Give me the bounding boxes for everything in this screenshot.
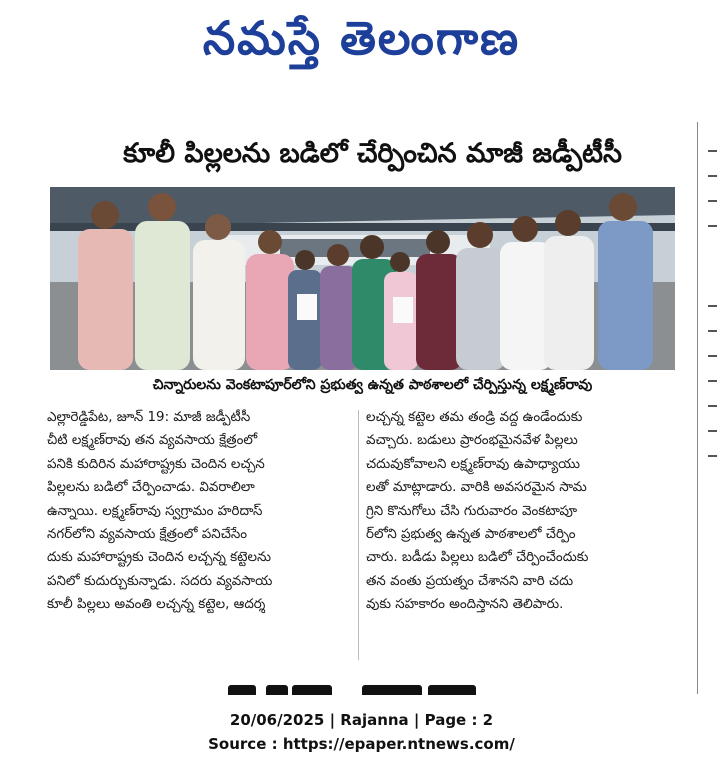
column-rule	[697, 122, 698, 694]
body-line: లతో మాట్లాడారు. వారికి అవసరమైన సామ	[366, 480, 587, 496]
article-body-left-column	[47, 406, 355, 617]
group-photo-illustration	[50, 187, 675, 370]
body-line: చీటి లక్ష్మణ్‌రావు తన వ్యవసాయ క్షేత్రంలో	[47, 433, 258, 449]
body-line: పిల్లలను బడిలో చేర్పించాడు. వివరాలిలా	[47, 480, 255, 496]
body-line: ర్‌లోని ప్రభుత్వ ఉన్నత పాఠశాలలో చేర్పిం	[366, 527, 576, 543]
article-body-right-column	[366, 406, 674, 617]
footer-source-line: Source : https://epaper.ntnews.com/	[208, 735, 515, 753]
body-line: ఎల్లారెడ్డిపేట, జూన్ 19: మాజీ జడ్పీటీసీ	[47, 410, 251, 425]
cropped-next-headline	[222, 683, 482, 695]
body-line: గ్రిని కొనుగోలు చేసి గురువారం వెంకటాపూ	[366, 503, 577, 519]
article-headline: కూలీ పిల్లలను బడిలో చేర్పించిన మాజీ జడ్పీటీసీ	[123, 138, 622, 169]
article-photo	[50, 187, 675, 370]
body-line: చారు. బడీడు పిల్లలు బడిలో చేర్పించేందుకు	[366, 550, 589, 566]
column-divider	[358, 410, 359, 660]
newspaper-title: నమస్తే తెలంగాణ	[202, 11, 521, 65]
body-line: కూలీ పిల్లలు అవంతి లచ్చన్న కట్టెల, ఆదర్శ	[47, 597, 266, 613]
body-line: వుకు సహకారం అందిస్తానని తెలిపారు.	[366, 597, 564, 613]
photo-caption: చిన్నారులను వెంకటాపూర్‌లోని ప్రభుత్వ ఉన్నత పాఠశాలలో చేర్పిస్తున్న లక్ష్మణ్‌రావు	[152, 376, 593, 393]
masthead	[0, 0, 723, 88]
body-line: వచ్చారు. బడులు ప్రారంభమైనవేళ పిల్లలు	[366, 433, 578, 449]
body-line: ఉన్నాయి. లక్ష్మణ్‌రావు స్వగ్రామం హరిదాస్	[47, 503, 263, 519]
body-line: పనిలో కుదుర్చుకున్నాడు. సదరు వ్యవసాయ	[47, 573, 273, 589]
body-line: చదువుకోవాలని లక్ష్మణ్‌రావు ఉపాధ్యాయు	[366, 456, 580, 472]
body-line: పనికి కుదిరిన మహారాష్ట్రకు చెందిన లచ్చన	[47, 456, 265, 472]
adjacent-article-edge	[708, 150, 722, 480]
body-line: దుకు మహారాష్ట్రకు చెందిన లచ్చన్న కట్టెలను	[47, 550, 272, 566]
body-line: లచ్చన్న కట్టెల తమ తండ్రి వద్ద ఉండేందుకు	[366, 410, 583, 425]
footer-date-line: 20/06/2025 | Rajanna | Page : 2	[229, 711, 494, 729]
body-line: నగర్‌లోని వ్యవసాయ క్షేత్రంలో పనిచేసేం	[47, 527, 248, 543]
body-line: తన వంతు ప్రయత్నం చేశానని వారి చదు	[366, 573, 574, 589]
